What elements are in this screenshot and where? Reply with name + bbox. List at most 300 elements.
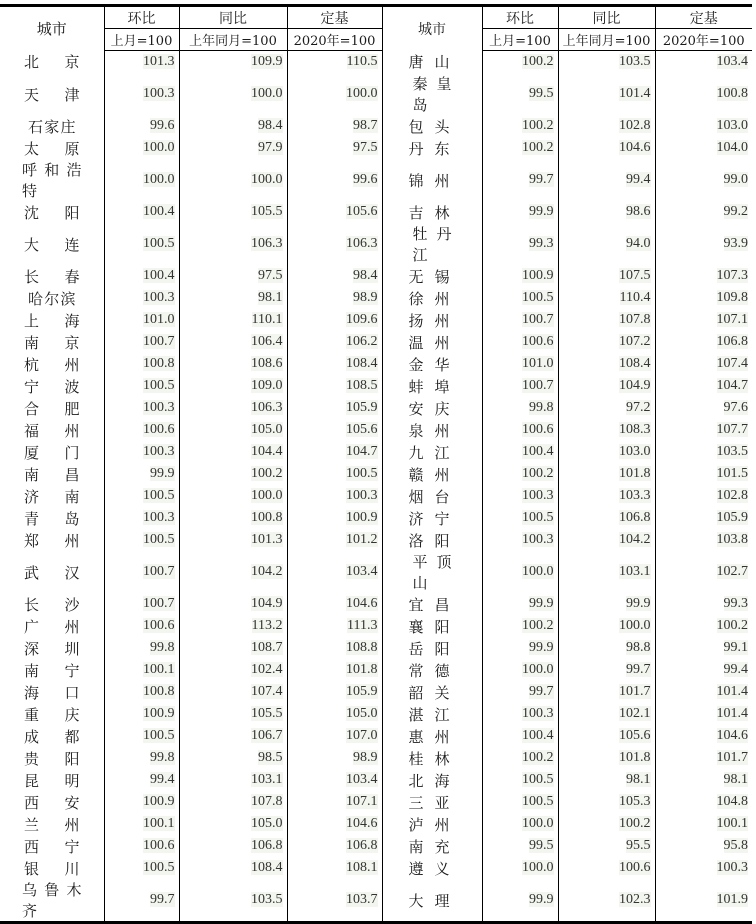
- city-name: 牡丹江: [382, 223, 482, 265]
- city-name: 遵义: [382, 857, 482, 879]
- mom-index: [482, 485, 558, 507]
- mom-index-value: 99.9: [529, 892, 554, 907]
- yoy-index-value: 100.6: [619, 860, 651, 875]
- mom-index-value: 100.6: [143, 838, 175, 853]
- mom-index: [482, 791, 558, 813]
- city-name: 平顶山: [382, 551, 482, 593]
- yoy-index: [179, 637, 287, 659]
- yoy-index: [179, 485, 287, 507]
- fixed-base-index-value: 99.2: [723, 204, 748, 219]
- fixed-base-index: [287, 137, 382, 159]
- yoy-index-value: 109.9: [251, 54, 283, 69]
- fixed-base-index: [287, 747, 382, 769]
- city-name: 济宁: [382, 507, 482, 529]
- mom-index-value: 100.4: [143, 204, 175, 219]
- mom-index-value: 100.3: [143, 86, 175, 101]
- table-row: [0, 879, 752, 923]
- table-row: [0, 615, 752, 637]
- fixed-base-index: [655, 51, 752, 74]
- mom-index: [482, 615, 558, 637]
- mom-index-value: 100.3: [143, 510, 175, 525]
- mom-index: [104, 835, 179, 857]
- city-name: 大理: [382, 879, 482, 923]
- city-name: 三亚: [382, 791, 482, 813]
- table-row: [0, 51, 752, 74]
- fixed-base-index: [287, 463, 382, 485]
- fixed-base-index-value: 99.4: [723, 662, 748, 677]
- fixed-base-index: [287, 659, 382, 681]
- fixed-base-index: [655, 615, 752, 637]
- yoy-index-value: 106.8: [619, 510, 651, 525]
- yoy-index-value: 100.0: [619, 618, 651, 633]
- city-name: 兰州: [24, 815, 80, 834]
- mom-index-value: 100.3: [522, 706, 554, 721]
- mom-index: [104, 529, 179, 551]
- fixed-base-index-value: 107.1: [346, 794, 378, 809]
- city-name: 岳阳: [382, 637, 482, 659]
- table-row: [0, 791, 752, 813]
- yoy-index: [179, 615, 287, 637]
- yoy-index: [558, 287, 655, 309]
- yoy-index-value: 103.1: [619, 564, 651, 579]
- header-fixed-base-left: 定基: [287, 6, 382, 29]
- fixed-base-index: [655, 681, 752, 703]
- city-name: 温州: [382, 331, 482, 353]
- fixed-base-index-value: 100.1: [716, 816, 748, 831]
- mom-index: [482, 159, 558, 201]
- city-name: 锦州: [382, 159, 482, 201]
- mom-index: [104, 507, 179, 529]
- header-city-right: 城市: [382, 6, 482, 51]
- fixed-base-index-value: 104.8: [716, 794, 748, 809]
- mom-index: [482, 725, 558, 747]
- yoy-index: [179, 441, 287, 463]
- fixed-base-index: [655, 659, 752, 681]
- header-city-left: 城市: [0, 6, 104, 51]
- city-name: 包头: [382, 115, 482, 137]
- yoy-index-value: 103.0: [619, 444, 651, 459]
- yoy-index-value: 101.8: [619, 750, 651, 765]
- yoy-index: [558, 353, 655, 375]
- table-row: [0, 265, 752, 287]
- yoy-index: [179, 265, 287, 287]
- fixed-base-index-value: 104.7: [346, 444, 378, 459]
- yoy-index-value: 113.2: [251, 618, 283, 633]
- mom-index: [104, 857, 179, 879]
- mom-index: [482, 551, 558, 593]
- yoy-index-value: 97.9: [258, 140, 283, 155]
- city-name: 安庆: [382, 397, 482, 419]
- yoy-index: [558, 73, 655, 115]
- yoy-index-value: 108.7: [251, 640, 283, 655]
- mom-index-value: 100.7: [522, 378, 554, 393]
- yoy-index-value: 104.9: [619, 378, 651, 393]
- yoy-index: [558, 791, 655, 813]
- yoy-index-value: 102.4: [251, 662, 283, 677]
- yoy-index-value: 110.4: [619, 290, 651, 305]
- fixed-base-index: [655, 791, 752, 813]
- mom-index-value: 100.9: [143, 706, 175, 721]
- yoy-index: [558, 813, 655, 835]
- mom-index-value: 100.5: [522, 510, 554, 525]
- subheader-yoy-right: 上年同月=100: [558, 29, 655, 51]
- mom-index-value: 99.6: [150, 118, 175, 133]
- fixed-base-index-value: 103.4: [346, 772, 378, 787]
- mom-index-value: 100.2: [522, 140, 554, 155]
- city-name: 乌鲁木齐: [0, 879, 104, 923]
- mom-index: [482, 441, 558, 463]
- mom-index-value: 99.5: [529, 838, 554, 853]
- yoy-index: [558, 375, 655, 397]
- table-row: [0, 201, 752, 223]
- table-row: [0, 441, 752, 463]
- mom-index-value: 100.6: [522, 334, 554, 349]
- mom-index-value: 99.7: [150, 892, 175, 907]
- fixed-base-index: [287, 615, 382, 637]
- fixed-base-index-value: 103.4: [346, 564, 378, 579]
- fixed-base-index-value: 107.7: [716, 422, 748, 437]
- city-name: 长春: [24, 267, 80, 286]
- mom-index: [104, 159, 179, 201]
- mom-index: [482, 813, 558, 835]
- table-row: [0, 331, 752, 353]
- mom-index: [104, 659, 179, 681]
- city-name: 唐山: [382, 51, 482, 74]
- yoy-index-value: 100.8: [251, 510, 283, 525]
- fixed-base-index: [287, 201, 382, 223]
- fixed-base-index-value: 105.9: [346, 400, 378, 415]
- fixed-base-index-value: 103.4: [716, 54, 748, 69]
- mom-index: [482, 703, 558, 725]
- city-name: 西安: [24, 793, 80, 812]
- fixed-base-index-value: 108.8: [346, 640, 378, 655]
- city-name: 赣州: [382, 463, 482, 485]
- fixed-base-index-value: 104.6: [716, 728, 748, 743]
- yoy-index-value: 103.3: [619, 488, 651, 503]
- fixed-base-index-value: 105.9: [716, 510, 748, 525]
- mom-index: [482, 835, 558, 857]
- yoy-index: [179, 791, 287, 813]
- fixed-base-index-value: 98.9: [353, 750, 378, 765]
- fixed-base-index: [287, 637, 382, 659]
- mom-index-value: 100.2: [522, 618, 554, 633]
- mom-index: [482, 463, 558, 485]
- city-name: 九江: [382, 441, 482, 463]
- mom-index: [104, 51, 179, 74]
- table-row: [0, 485, 752, 507]
- mom-index: [104, 769, 179, 791]
- mom-index: [482, 375, 558, 397]
- table-row: [0, 835, 752, 857]
- header-fixed-base-right: 定基: [655, 6, 752, 29]
- mom-index-value: 100.5: [522, 772, 554, 787]
- mom-index: [482, 397, 558, 419]
- fixed-base-index-value: 101.4: [716, 684, 748, 699]
- mom-index-value: 99.8: [150, 640, 175, 655]
- fixed-base-index-value: 104.0: [716, 140, 748, 155]
- yoy-index-value: 100.0: [251, 488, 283, 503]
- yoy-index-value: 94.0: [626, 236, 651, 251]
- city-name: 太原: [24, 139, 80, 158]
- yoy-index: [179, 397, 287, 419]
- fixed-base-index-value: 98.7: [353, 118, 378, 133]
- mom-index-value: 100.2: [522, 750, 554, 765]
- table-row: [0, 159, 752, 201]
- subheader-fixed-base-left: 2020年=100: [287, 29, 382, 51]
- fixed-base-index-value: 100.3: [346, 488, 378, 503]
- city-name: 贵阳: [24, 749, 80, 768]
- yoy-index: [558, 637, 655, 659]
- yoy-index-value: 101.3: [251, 532, 283, 547]
- mom-index: [482, 507, 558, 529]
- yoy-index-value: 102.1: [619, 706, 651, 721]
- yoy-index-value: 101.8: [619, 466, 651, 481]
- yoy-index-value: 101.7: [619, 684, 651, 699]
- table-row: [0, 769, 752, 791]
- fixed-base-index-value: 107.1: [716, 312, 748, 327]
- table-row: [0, 703, 752, 725]
- city-name: 吉林: [382, 201, 482, 223]
- fixed-base-index-value: 99.6: [353, 172, 378, 187]
- fixed-base-index: [287, 397, 382, 419]
- mom-index-value: 99.8: [150, 750, 175, 765]
- fixed-base-index-value: 106.8: [346, 838, 378, 853]
- table-row: [0, 137, 752, 159]
- fixed-base-index-value: 105.6: [346, 204, 378, 219]
- yoy-index: [179, 747, 287, 769]
- fixed-base-index: [655, 507, 752, 529]
- mom-index-value: 100.0: [143, 140, 175, 155]
- yoy-index-value: 106.7: [251, 728, 283, 743]
- yoy-index: [179, 529, 287, 551]
- yoy-index: [179, 223, 287, 265]
- yoy-index: [558, 331, 655, 353]
- mom-index: [104, 791, 179, 813]
- mom-index: [104, 725, 179, 747]
- mom-index-value: 101.0: [143, 312, 175, 327]
- yoy-index-value: 103.1: [251, 772, 283, 787]
- yoy-index: [179, 201, 287, 223]
- fixed-base-index-value: 93.9: [723, 236, 748, 251]
- yoy-index-value: 105.0: [251, 422, 283, 437]
- yoy-index: [558, 747, 655, 769]
- yoy-index: [558, 835, 655, 857]
- fixed-base-index: [655, 115, 752, 137]
- fixed-base-index-value: 107.0: [346, 728, 378, 743]
- yoy-index: [558, 51, 655, 74]
- mom-index: [482, 637, 558, 659]
- city-name: 洛阳: [382, 529, 482, 551]
- fixed-base-index-value: 101.2: [346, 532, 378, 547]
- city-name: 广州: [24, 617, 80, 636]
- yoy-index-value: 108.4: [619, 356, 651, 371]
- yoy-index-value: 95.5: [626, 838, 651, 853]
- yoy-index-value: 101.4: [619, 86, 651, 101]
- mom-index: [104, 353, 179, 375]
- yoy-index-value: 105.5: [251, 204, 283, 219]
- yoy-index-value: 104.9: [251, 596, 283, 611]
- yoy-index: [179, 287, 287, 309]
- mom-index: [104, 201, 179, 223]
- yoy-index: [558, 857, 655, 879]
- city-name: 金华: [382, 353, 482, 375]
- city-name: 徐州: [382, 287, 482, 309]
- table-row: [0, 813, 752, 835]
- mom-index-value: 100.6: [143, 422, 175, 437]
- mom-index: [104, 615, 179, 637]
- fixed-base-index: [655, 703, 752, 725]
- fixed-base-index: [655, 419, 752, 441]
- header-mom-right: 环比: [482, 6, 558, 29]
- mom-index-value: 100.5: [143, 532, 175, 547]
- city-name: 合肥: [24, 399, 80, 418]
- fixed-base-index: [287, 51, 382, 74]
- yoy-index: [558, 159, 655, 201]
- yoy-index: [179, 725, 287, 747]
- mom-index-value: 101.0: [522, 356, 554, 371]
- fixed-base-index: [655, 747, 752, 769]
- mom-index: [482, 747, 558, 769]
- yoy-index-value: 105.0: [251, 816, 283, 831]
- fixed-base-index: [655, 397, 752, 419]
- mom-index-value: 99.7: [529, 172, 554, 187]
- fixed-base-index-value: 106.2: [346, 334, 378, 349]
- yoy-index-value: 107.2: [619, 334, 651, 349]
- mom-index: [104, 265, 179, 287]
- fixed-base-index-value: 102.8: [716, 488, 748, 503]
- yoy-index: [179, 115, 287, 137]
- fixed-base-index: [287, 791, 382, 813]
- yoy-index-value: 98.8: [626, 640, 651, 655]
- yoy-index-value: 100.2: [619, 816, 651, 831]
- yoy-index-value: 98.4: [258, 118, 283, 133]
- fixed-base-index-value: 98.1: [723, 772, 748, 787]
- yoy-index-value: 106.3: [251, 236, 283, 251]
- fixed-base-index-value: 108.5: [346, 378, 378, 393]
- fixed-base-index: [287, 485, 382, 507]
- mom-index-value: 100.1: [143, 816, 175, 831]
- mom-index-value: 100.0: [522, 816, 554, 831]
- mom-index-value: 101.3: [143, 54, 175, 69]
- yoy-index-value: 106.4: [251, 334, 283, 349]
- fixed-base-index: [655, 287, 752, 309]
- yoy-index: [558, 659, 655, 681]
- yoy-index: [179, 659, 287, 681]
- yoy-index: [179, 703, 287, 725]
- mom-index-value: 100.2: [522, 54, 554, 69]
- city-name: 宁波: [24, 377, 80, 396]
- city-name: 北京: [24, 53, 80, 72]
- table-row: [0, 659, 752, 681]
- city-name: 银川: [24, 859, 80, 878]
- fixed-base-index-value: 101.4: [716, 706, 748, 721]
- fixed-base-index-value: 102.7: [716, 564, 748, 579]
- mom-index-value: 99.3: [529, 236, 554, 251]
- fixed-base-index-value: 111.3: [347, 618, 378, 633]
- mom-index-value: 100.5: [143, 488, 175, 503]
- mom-index-value: 100.4: [522, 728, 554, 743]
- fixed-base-index-value: 103.7: [346, 892, 378, 907]
- fixed-base-index: [287, 593, 382, 615]
- city-name: 南昌: [24, 465, 80, 484]
- mom-index: [482, 201, 558, 223]
- fixed-base-index: [655, 529, 752, 551]
- city-name: 大连: [24, 235, 80, 254]
- mom-index-value: 100.3: [522, 488, 554, 503]
- table-row: [0, 353, 752, 375]
- city-name: 惠州: [382, 725, 482, 747]
- yoy-index: [179, 769, 287, 791]
- fixed-base-index: [287, 681, 382, 703]
- mom-index-value: 100.7: [143, 596, 175, 611]
- fixed-base-index-value: 106.3: [346, 236, 378, 251]
- city-name: 天津: [24, 85, 80, 104]
- mom-index-value: 100.2: [522, 118, 554, 133]
- mom-index-value: 100.9: [143, 794, 175, 809]
- mom-index-value: 99.7: [529, 684, 554, 699]
- fixed-base-index-value: 101.9: [716, 892, 748, 907]
- subheader-fixed-base-right: 2020年=100: [655, 29, 752, 51]
- fixed-base-index: [655, 441, 752, 463]
- city-name: 杭州: [24, 355, 80, 374]
- fixed-base-index-value: 101.7: [716, 750, 748, 765]
- yoy-index-value: 106.3: [251, 400, 283, 415]
- yoy-index-value: 107.5: [619, 268, 651, 283]
- mom-index: [482, 353, 558, 375]
- mom-index-value: 100.8: [143, 356, 175, 371]
- city-name: 深圳: [24, 639, 80, 658]
- mom-index: [482, 137, 558, 159]
- yoy-index-value: 108.3: [619, 422, 651, 437]
- mom-index: [482, 769, 558, 791]
- yoy-index: [558, 463, 655, 485]
- mom-index: [104, 73, 179, 115]
- fixed-base-index: [655, 857, 752, 879]
- yoy-index: [558, 115, 655, 137]
- city-name: 上海: [24, 311, 80, 330]
- yoy-index: [179, 463, 287, 485]
- mom-index: [104, 593, 179, 615]
- mom-index-value: 100.6: [522, 422, 554, 437]
- fixed-base-index: [287, 309, 382, 331]
- fixed-base-index-value: 101.8: [346, 662, 378, 677]
- mom-index-value: 100.7: [522, 312, 554, 327]
- mom-index-value: 99.8: [529, 400, 554, 415]
- yoy-index: [179, 375, 287, 397]
- yoy-index-value: 105.6: [619, 728, 651, 743]
- fixed-base-index: [287, 375, 382, 397]
- yoy-index-value: 100.0: [251, 86, 283, 101]
- city-name: 蚌埠: [382, 375, 482, 397]
- yoy-index: [179, 51, 287, 74]
- header-yoy-right: 同比: [558, 6, 655, 29]
- fixed-base-index-value: 103.8: [716, 532, 748, 547]
- mom-index: [104, 115, 179, 137]
- fixed-base-index: [655, 813, 752, 835]
- mom-index: [482, 681, 558, 703]
- header-yoy-left: 同比: [179, 6, 287, 29]
- mom-index: [482, 115, 558, 137]
- table-row: [0, 375, 752, 397]
- city-name: 常德: [382, 659, 482, 681]
- fixed-base-index: [655, 725, 752, 747]
- mom-index-value: 100.4: [522, 444, 554, 459]
- fixed-base-index: [655, 353, 752, 375]
- fixed-base-index-value: 103.5: [716, 444, 748, 459]
- city-price-index-table: [0, 4, 752, 924]
- fixed-base-index-value: 97.6: [723, 400, 748, 415]
- table-row: [0, 725, 752, 747]
